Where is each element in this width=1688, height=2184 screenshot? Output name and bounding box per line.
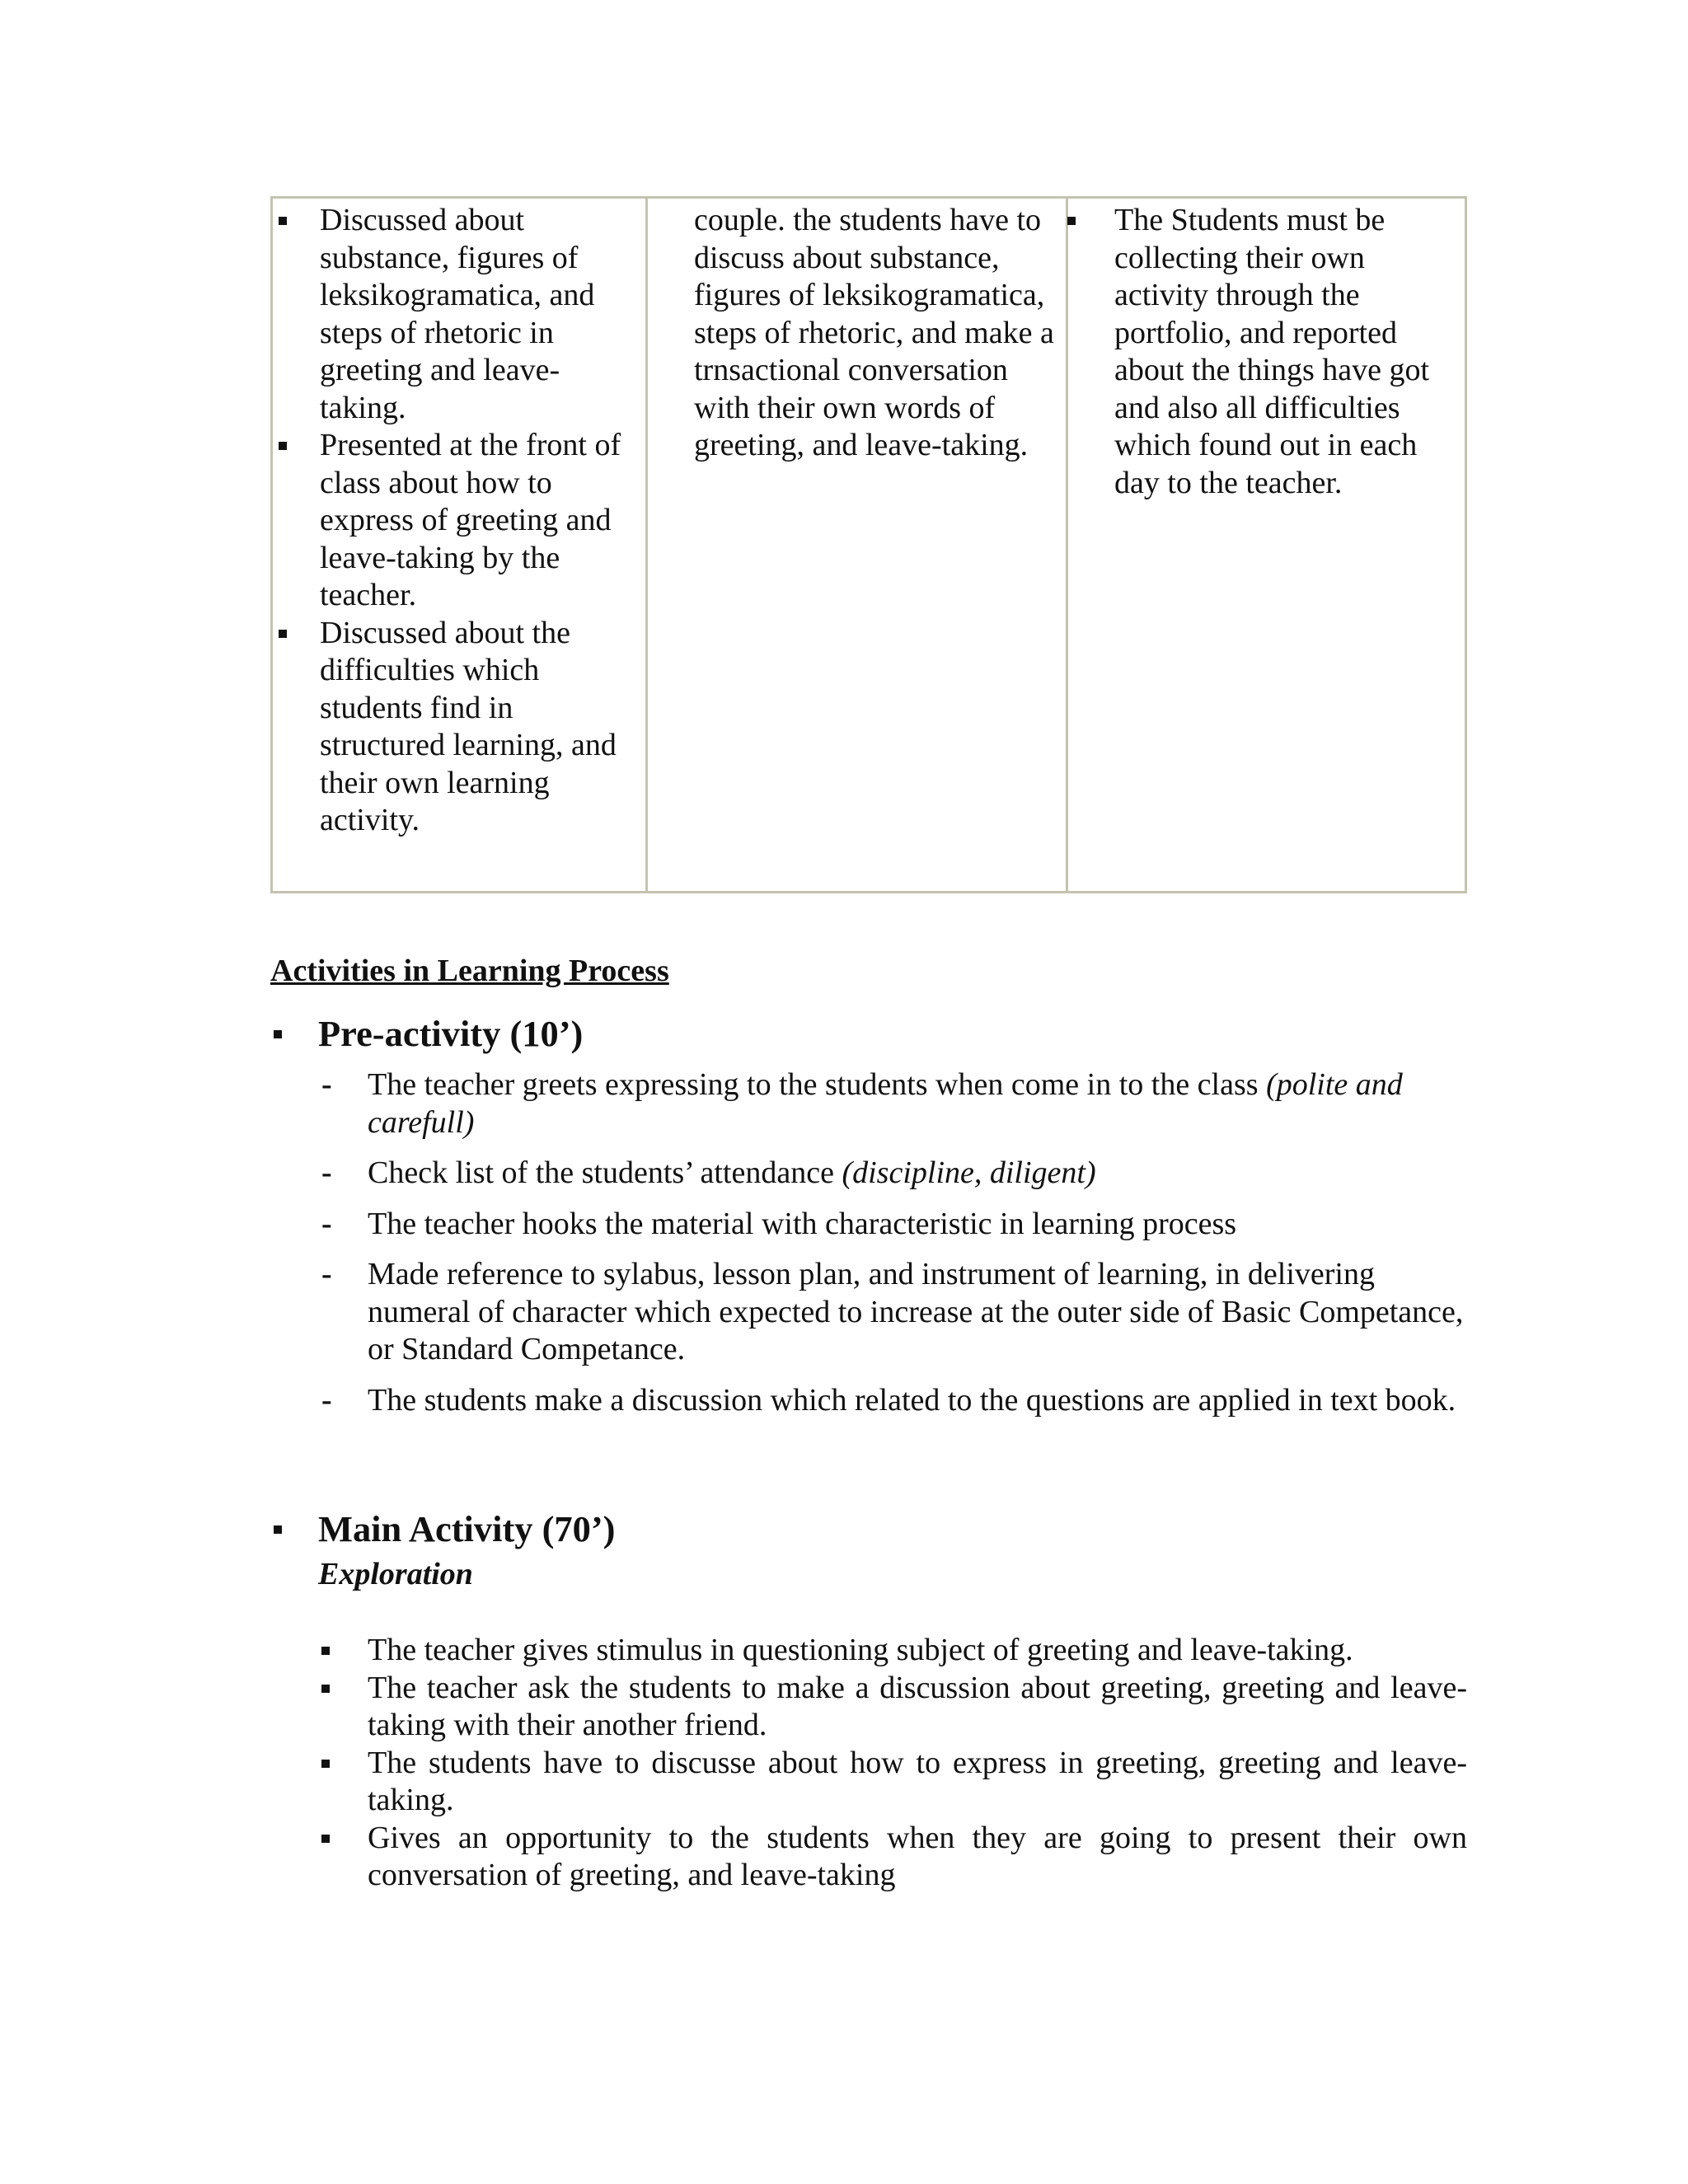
list-item: Discussed about substance, figures of leksikogramatica, and steps of rhetoric in greeting and leave-taking. <box>320 202 641 427</box>
list-item: The teacher gives stimulus in questioning subject of greeting and leave-taking. <box>368 1632 1467 1670</box>
dash-bullet-icon: - <box>321 1382 332 1418</box>
table-column-3 <box>1068 199 1467 891</box>
dash-bullet-icon: - <box>321 1067 332 1102</box>
column-3-list <box>1114 202 1461 502</box>
list-item: Presented at the front of class about how to express of greeting and leave-taking by the teacher. <box>320 427 641 615</box>
table-column-1 <box>273 199 648 891</box>
square-bullet-icon <box>274 1526 282 1534</box>
square-bullet-icon <box>1067 217 1076 225</box>
list-item: - The teacher greets expressing to the students when come in to the class (polite and carefull) <box>321 1067 1403 1140</box>
activity-table <box>270 196 1467 893</box>
list-item: - The students make a discussion which related to the questions are applied in text book. <box>368 1382 1467 1420</box>
section-heading: Activities in Learning Process <box>270 954 669 988</box>
list-item: The students have to discusse about how to express in greeting, greeting and leave-taking. <box>368 1745 1467 1820</box>
main-activity-title: Main Activity (70’) <box>318 1508 616 1549</box>
square-bullet-icon <box>279 442 287 450</box>
main-activity-list <box>368 1632 1467 1895</box>
square-bullet-icon <box>274 1030 282 1038</box>
list-item: - Check list of the students’ attendance (discipline, diligent) <box>368 1155 1467 1193</box>
pre-activity-list <box>321 1066 1467 1432</box>
square-bullet-icon <box>279 217 287 225</box>
square-bullet-icon <box>321 1835 330 1843</box>
square-bullet-icon <box>321 1760 330 1768</box>
square-bullet-icon <box>321 1647 330 1655</box>
square-bullet-icon <box>321 1685 330 1693</box>
dash-bullet-icon: - <box>321 1257 332 1291</box>
list-item: - Made reference to sylabus, lesson plan, and instrument of learning, in delivering numeral of character which expected to increase at the outer side of Basic Competance, or Standard Competance. <box>321 1257 1464 1366</box>
list-item: Gives an opportunity to the students when they are going to present their own conversation of greeting, and leave-taking <box>368 1820 1467 1895</box>
dash-bullet-icon: - <box>321 1206 332 1241</box>
list-item: The teacher ask the students to make a discussion about greeting, greeting and leave-taking with their another friend. <box>368 1670 1467 1745</box>
column-2-text: couple. the students have to discuss about substance, figures of leksikogramatica, steps of rhetoric, and make a trnsactional conversation with their own words of greeting, and leave-taking. <box>694 203 1054 462</box>
list-item: The Students must be collecting their own activity through the portfolio, and reported about the things have got and also all difficulties which found out in each day to the teacher. <box>1114 202 1461 502</box>
list-item: - The teacher hooks the material with characteristic in learning process <box>368 1206 1467 1244</box>
table-column-2 <box>648 199 1068 891</box>
list-item: Discussed about the difficulties which students find in structured learning, and their own learning activity. <box>320 615 641 840</box>
pre-activity-title: Pre-activity (10’) <box>318 1013 584 1054</box>
square-bullet-icon <box>279 630 287 638</box>
dash-bullet-icon: - <box>321 1155 332 1190</box>
exploration-subtitle: Exploration <box>318 1557 473 1591</box>
column-1-list <box>320 202 641 840</box>
